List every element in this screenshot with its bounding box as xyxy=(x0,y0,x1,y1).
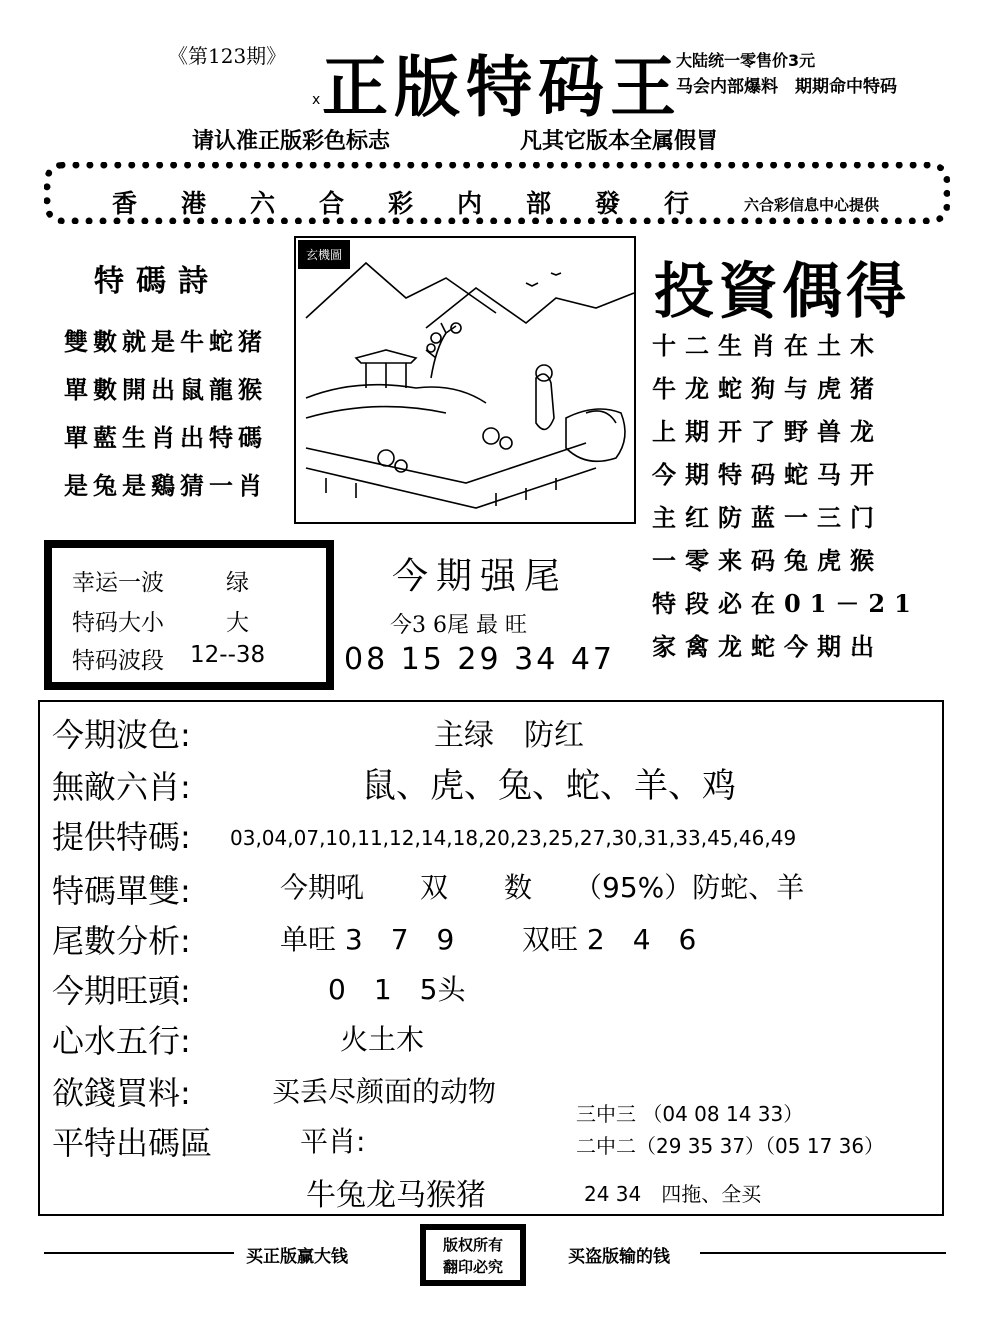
buy-label: 欲錢買料: xyxy=(52,1074,191,1112)
drag-text: 24 34 四拖、全买 xyxy=(584,1182,762,1206)
six-label: 無敵六肖: xyxy=(52,768,191,806)
footer-left-text: 买正版赢大钱 xyxy=(246,1247,348,1267)
invest-line: 十二生肖在土木 xyxy=(652,331,883,360)
codes-label: 提供特碼: xyxy=(52,818,191,856)
picture-label: 玄機圖 xyxy=(298,240,350,269)
strong-tail-title: 今期强尾 xyxy=(392,556,569,597)
copyright-box xyxy=(420,1224,526,1286)
footer-right-text: 买盗版输的钱 xyxy=(568,1247,670,1267)
notice-right: 凡其它版本全属假冒 xyxy=(520,129,719,154)
price-text: 大陆统一零售价3元 xyxy=(676,51,816,70)
strong-tail-numbers: 08 15 29 34 47 xyxy=(344,642,616,677)
invest-line: 一零来码兔虎猴 xyxy=(652,546,883,575)
invest-line: 家禽龙蛇今期出 xyxy=(652,632,883,661)
banner-main-text: 香港六合彩内部發行 xyxy=(112,189,734,218)
three-in-three: 三中三 （04 08 14 33） xyxy=(576,1102,804,1126)
lucky-size-value: 大 xyxy=(226,610,249,636)
color-label: 今期波色: xyxy=(52,716,191,754)
tail-label: 尾數分析: xyxy=(52,922,191,960)
element-label: 心水五行: xyxy=(52,1022,191,1060)
lucky-size-label: 特码大小 xyxy=(72,610,164,636)
oddeven-value: 今期吼 双 数 （95%）防蛇、羊 xyxy=(280,871,805,904)
lucky-range-value: 12--38 xyxy=(190,642,266,668)
strong-tail-sub: 今3 6尾 最 旺 xyxy=(390,613,527,638)
flat-value: 牛兔龙马猴猪 xyxy=(306,1178,486,1213)
copyright-line-2: 翻印必究 xyxy=(442,1258,503,1276)
poem-line: 是兔是鷄猜一肖 xyxy=(64,471,267,500)
oddeven-label: 特碼單雙: xyxy=(52,872,191,910)
poem-line: 單藍生肖出特碼 xyxy=(64,423,267,452)
lucky-wave-label: 幸运一波 xyxy=(72,570,164,596)
flat-label: 平特出碼區 xyxy=(52,1124,213,1162)
element-value: 火土木 xyxy=(340,1023,425,1056)
invest-title: 投資偶得 xyxy=(654,257,910,327)
lucky-wave-value: 绿 xyxy=(226,570,249,596)
invest-line: 牛龙蛇狗与虎猪 xyxy=(652,374,883,403)
invest-line: 今期特码蛇马开 xyxy=(652,460,883,489)
page-title: 正版特码王 xyxy=(322,49,682,126)
tail-double: 双旺 2 4 6 xyxy=(522,923,697,956)
copyright-line-1: 版权所有 xyxy=(442,1236,503,1254)
poem-line: 單數開出鼠龍猴 xyxy=(64,375,267,404)
invest-line: 特段必在01－21 xyxy=(652,589,920,618)
flat-sub: 平肖: xyxy=(300,1125,366,1158)
landscape-illustration xyxy=(296,238,634,522)
six-value: 鼠、虎、兔、蛇、羊、鸡 xyxy=(362,766,736,806)
notice-left: 请认准正版彩色标志 xyxy=(192,129,391,154)
head-label: 今期旺頭: xyxy=(52,972,191,1010)
poem-title: 特碼詩 xyxy=(94,264,220,299)
footer-rule-right xyxy=(700,1252,946,1254)
banner-side-text: 六合彩信息中心提供 xyxy=(744,196,880,214)
hint-picture xyxy=(294,236,636,524)
codes-value: 03,04,07,10,11,12,14,18,20,23,25,27,30,31,33,45,46,49 xyxy=(230,826,797,850)
color-value: 主绿 防红 xyxy=(434,718,584,753)
invest-line: 上期开了野兽龙 xyxy=(652,417,883,446)
invest-line: 主红防蓝一三门 xyxy=(652,503,883,532)
title-mark: x xyxy=(312,92,321,108)
two-in-two: 二中二（29 35 37）（05 17 36） xyxy=(576,1134,885,1158)
lucky-range-label: 特码波段 xyxy=(72,648,164,674)
footer-rule-left xyxy=(44,1252,234,1254)
tail-single: 单旺 3 7 9 xyxy=(280,923,455,956)
poem-line: 雙數就是牛蛇猪 xyxy=(64,327,267,356)
buy-value: 买丢尽颜面的动物 xyxy=(272,1075,497,1108)
issue-number: 《第123期》 xyxy=(168,44,287,68)
head-value: 0 1 5头 xyxy=(328,973,466,1006)
slogan-text: 马会内部爆料 期期命中特码 xyxy=(676,77,897,97)
